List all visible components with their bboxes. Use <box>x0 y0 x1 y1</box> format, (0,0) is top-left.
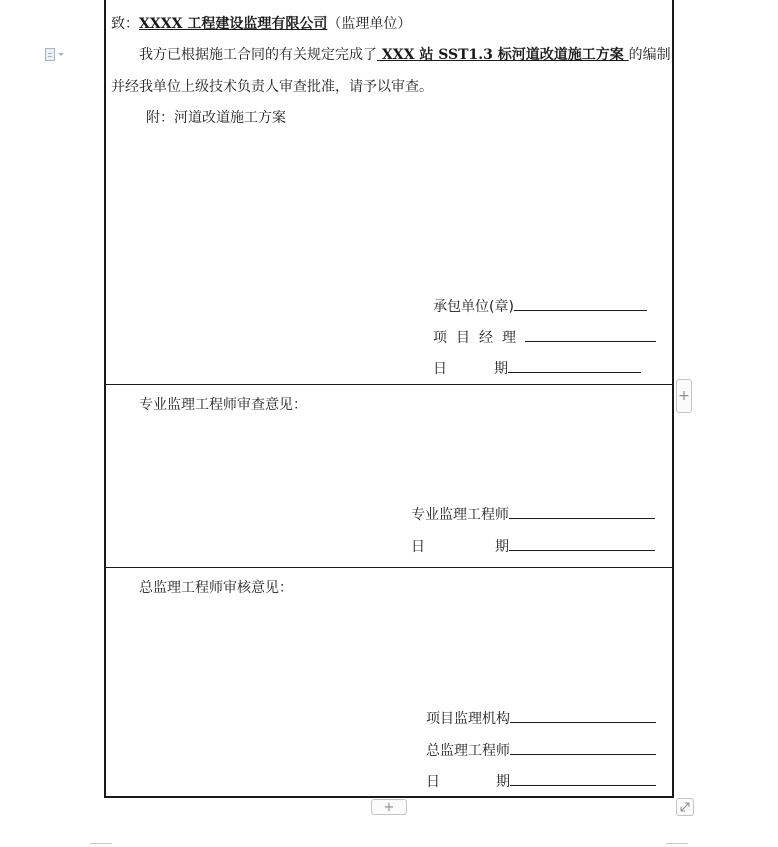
document-menu[interactable] <box>45 46 71 62</box>
plus-icon: + <box>678 388 690 404</box>
resize-icon <box>679 801 691 813</box>
section-divider <box>106 567 672 568</box>
contractor-date: 日 期 <box>433 359 641 378</box>
addressee-line: 致：XXXX 工程建设监理有限公司（监理单位） <box>111 16 412 32</box>
project-manager-signature: 项目经理 <box>433 328 656 347</box>
chief-date: 日 期 <box>426 772 656 791</box>
page-corner-mark <box>90 843 112 844</box>
submission-line-1: 我方已根据施工合同的有关规定完成了 XXX 站 SST1.3 标河道改道施工方案 的编制， <box>139 47 685 63</box>
add-column-button[interactable] <box>676 379 692 413</box>
contractor-unit-signature: 承包单位(章) <box>433 297 647 316</box>
chief-review-heading: 总监理工程师审核意见： <box>139 580 293 596</box>
plan-name: XXX 站 SST1.3 标河道改道施工方案 <box>377 47 629 63</box>
date-blank[interactable] <box>509 537 655 551</box>
add-row-button[interactable] <box>371 799 407 815</box>
submission-line-2: 并经我单位上级技术负责人审查批准，请予以审查。 <box>111 79 433 95</box>
date-blank[interactable] <box>510 772 656 786</box>
signature-blank[interactable] <box>525 328 656 342</box>
signature-blank[interactable] <box>509 505 655 519</box>
page-corner-mark <box>666 843 688 844</box>
specialist-review-heading: 专业监理工程师审查意见： <box>139 397 307 413</box>
specialist-date: 日 期 <box>411 537 655 556</box>
supervision-company: XXXX 工程建设监理有限公司 <box>139 16 328 32</box>
document-icon <box>45 48 55 61</box>
supervision-org-signature: 项目监理机构 <box>426 709 656 728</box>
plus-icon: + <box>383 799 395 815</box>
table-resize-handle[interactable] <box>676 798 694 816</box>
specialist-engineer-signature: 专业监理工程师 <box>411 505 655 524</box>
attachment-line: 附：河道改道施工方案 <box>146 110 286 126</box>
chevron-down-icon <box>58 53 64 56</box>
date-blank[interactable] <box>508 359 641 373</box>
chief-engineer-signature: 总监理工程师 <box>426 741 656 760</box>
signature-blank[interactable] <box>510 741 656 755</box>
signature-blank[interactable] <box>510 709 656 723</box>
signature-blank[interactable] <box>514 297 647 311</box>
section-divider <box>106 384 672 385</box>
